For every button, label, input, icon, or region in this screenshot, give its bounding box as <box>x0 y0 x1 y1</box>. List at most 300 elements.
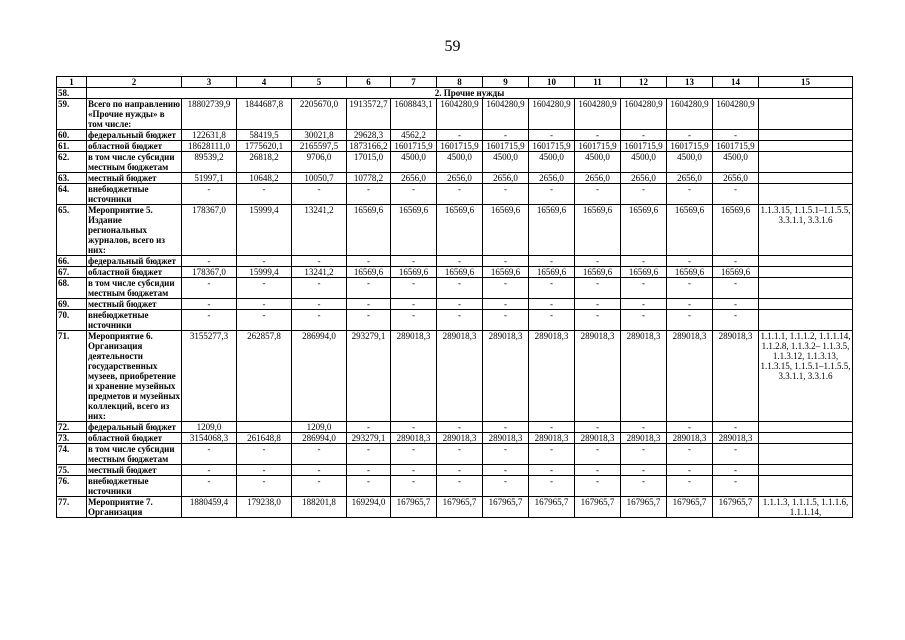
value-cell: - <box>347 422 391 433</box>
table-row <box>57 173 853 184</box>
value-cell: 289018,3 <box>483 331 529 422</box>
value-cell: - <box>621 476 667 497</box>
value-cell: 178367,0 <box>182 267 237 278</box>
reference-cell: 1.1.1.3, 1.1.1.5, 1.1.1.6, 1.1.1.14, <box>759 497 853 518</box>
header-cell: 11 <box>575 77 621 88</box>
value-cell: 16569,6 <box>667 267 713 278</box>
value-cell: 289018,3 <box>621 433 667 444</box>
budget-table <box>56 76 853 518</box>
value-cell: 4500,0 <box>529 152 575 173</box>
value-cell: - <box>621 299 667 310</box>
value-cell: - <box>713 476 759 497</box>
value-cell: 289018,3 <box>575 433 621 444</box>
header-cell: 9 <box>483 77 529 88</box>
row-number: 63. <box>57 173 87 184</box>
value-cell: - <box>237 465 292 476</box>
row-number: 65. <box>57 205 87 256</box>
header-cell: 15 <box>759 77 853 88</box>
value-cell: - <box>237 278 292 299</box>
row-number: 68. <box>57 278 87 299</box>
value-cell: 10050,7 <box>292 173 347 184</box>
value-cell: 289018,3 <box>437 433 483 444</box>
value-cell: 167965,7 <box>713 497 759 518</box>
row-number: 69. <box>57 299 87 310</box>
value-cell: - <box>483 299 529 310</box>
row-number: 64. <box>57 184 87 205</box>
reference-cell <box>759 299 853 310</box>
value-cell: - <box>391 278 437 299</box>
value-cell: - <box>529 444 575 465</box>
value-cell: 1604280,9 <box>529 99 575 130</box>
header-cell: 6 <box>347 77 391 88</box>
reference-cell <box>759 278 853 299</box>
reference-cell <box>759 267 853 278</box>
value-cell: 4500,0 <box>391 152 437 173</box>
value-cell: 1604280,9 <box>483 99 529 130</box>
reference-cell <box>759 444 853 465</box>
table-row <box>57 444 853 465</box>
row-number: 76. <box>57 476 87 497</box>
value-cell: - <box>621 310 667 331</box>
header-cell: 4 <box>237 77 292 88</box>
row-number: 62. <box>57 152 87 173</box>
table-row <box>57 433 853 444</box>
value-cell: - <box>292 299 347 310</box>
value-cell: - <box>391 256 437 267</box>
value-cell: - <box>667 299 713 310</box>
value-cell: 1604280,9 <box>713 99 759 130</box>
table-row <box>57 152 853 173</box>
value-cell: 289018,3 <box>391 433 437 444</box>
value-cell: - <box>182 310 237 331</box>
value-cell: - <box>667 476 713 497</box>
value-cell: 16569,6 <box>529 267 575 278</box>
value-cell: 16569,6 <box>621 267 667 278</box>
value-cell: - <box>575 299 621 310</box>
value-cell: 179238,0 <box>237 497 292 518</box>
value-cell: 1601715,9 <box>483 141 529 152</box>
value-cell: - <box>347 465 391 476</box>
reference-cell <box>759 310 853 331</box>
value-cell: 178367,0 <box>182 205 237 256</box>
row-name: областной бюджет <box>87 267 182 278</box>
table-row <box>57 331 853 422</box>
table-row <box>57 99 853 130</box>
value-cell: - <box>713 310 759 331</box>
value-cell: - <box>575 444 621 465</box>
value-cell: - <box>182 444 237 465</box>
row-name: федеральный бюджет <box>87 130 182 141</box>
value-cell: 1604280,9 <box>621 99 667 130</box>
value-cell: - <box>437 476 483 497</box>
value-cell: 2656,0 <box>621 173 667 184</box>
row-name: местный бюджет <box>87 173 182 184</box>
value-cell: 2205670,0 <box>292 99 347 130</box>
value-cell: - <box>575 130 621 141</box>
value-cell: 289018,3 <box>529 331 575 422</box>
value-cell: - <box>575 422 621 433</box>
table-row <box>57 256 853 267</box>
value-cell: 16569,6 <box>437 267 483 278</box>
reference-cell <box>759 173 853 184</box>
value-cell: 2656,0 <box>575 173 621 184</box>
value-cell: - <box>529 184 575 205</box>
value-cell: - <box>437 130 483 141</box>
table-row <box>57 184 853 205</box>
row-name: федеральный бюджет <box>87 256 182 267</box>
value-cell: - <box>621 278 667 299</box>
value-cell: - <box>529 422 575 433</box>
row-number: 71. <box>57 331 87 422</box>
value-cell: 10648,2 <box>237 173 292 184</box>
value-cell: 3155277,3 <box>182 331 237 422</box>
value-cell: - <box>529 299 575 310</box>
reference-cell <box>759 152 853 173</box>
value-cell: - <box>182 256 237 267</box>
value-cell: - <box>713 278 759 299</box>
value-cell: 16569,6 <box>713 267 759 278</box>
value-cell: - <box>575 256 621 267</box>
reference-cell <box>759 141 853 152</box>
row-name: в том числе субсидии местным бюджетам <box>87 278 182 299</box>
value-cell: 262857,8 <box>237 331 292 422</box>
value-cell: - <box>292 184 347 205</box>
value-cell: - <box>182 476 237 497</box>
reference-cell: 1.1.1.1, 1.1.1.2, 1.1.1.14, 1.1.2.8, 1.1.3.2– 1.1.3.5, 1.1.3.12, 1.1.3.13, 1.1.3.15, 1.1.5.1–1.1.5.5, 3.3.1.1, 3.3.1.6 <box>759 331 853 422</box>
row-name: местный бюджет <box>87 465 182 476</box>
table-row <box>57 267 853 278</box>
value-cell: - <box>667 310 713 331</box>
header-cell: 3 <box>182 77 237 88</box>
value-cell: - <box>667 256 713 267</box>
value-cell: - <box>713 184 759 205</box>
row-number: 75. <box>57 465 87 476</box>
value-cell: 167965,7 <box>529 497 575 518</box>
value-cell: 30021,8 <box>292 130 347 141</box>
header-cell: 1 <box>57 77 87 88</box>
value-cell: - <box>437 299 483 310</box>
row-number: 70. <box>57 310 87 331</box>
value-cell: - <box>667 465 713 476</box>
reference-cell: 1.1.3.15, 1.1.5.1–1.1.5.5, 3.3.1.1, 3.3.1.6 <box>759 205 853 256</box>
value-cell: - <box>437 256 483 267</box>
value-cell: 122631,8 <box>182 130 237 141</box>
value-cell: 1844687,8 <box>237 99 292 130</box>
header-cell: 8 <box>437 77 483 88</box>
value-cell: - <box>437 310 483 331</box>
value-cell: - <box>237 256 292 267</box>
value-cell: - <box>347 476 391 497</box>
value-cell: - <box>292 444 347 465</box>
value-cell: - <box>437 278 483 299</box>
value-cell: - <box>667 184 713 205</box>
value-cell: 16569,6 <box>483 267 529 278</box>
table-row <box>57 497 853 518</box>
row-number: 59. <box>57 99 87 130</box>
row-number: 74. <box>57 444 87 465</box>
value-cell: - <box>237 444 292 465</box>
reference-cell <box>759 465 853 476</box>
value-cell: - <box>667 130 713 141</box>
value-cell: - <box>292 310 347 331</box>
value-cell: 286994,0 <box>292 331 347 422</box>
value-cell: - <box>182 465 237 476</box>
value-cell: - <box>347 444 391 465</box>
value-cell: - <box>621 184 667 205</box>
value-cell: 4562,2 <box>391 130 437 141</box>
value-cell: 2165597,5 <box>292 141 347 152</box>
value-cell: - <box>483 444 529 465</box>
table-row <box>57 476 853 497</box>
row-name: областной бюджет <box>87 141 182 152</box>
value-cell: - <box>713 256 759 267</box>
value-cell: 2656,0 <box>713 173 759 184</box>
value-cell: 1913572,7 <box>347 99 391 130</box>
value-cell: 15999,4 <box>237 267 292 278</box>
value-cell: 16569,6 <box>621 205 667 256</box>
value-cell: 2656,0 <box>529 173 575 184</box>
value-cell: - <box>713 130 759 141</box>
value-cell: 286994,0 <box>292 433 347 444</box>
value-cell: 167965,7 <box>621 497 667 518</box>
value-cell: - <box>292 278 347 299</box>
value-cell: 1601715,9 <box>667 141 713 152</box>
value-cell: 1880459,4 <box>182 497 237 518</box>
value-cell: 293279,1 <box>347 433 391 444</box>
value-cell: - <box>713 299 759 310</box>
table-row <box>57 278 853 299</box>
value-cell: - <box>621 444 667 465</box>
row-number: 73. <box>57 433 87 444</box>
row-number: 77. <box>57 497 87 518</box>
reference-cell <box>759 99 853 130</box>
value-cell: - <box>182 184 237 205</box>
value-cell: 51997,1 <box>182 173 237 184</box>
value-cell: 4500,0 <box>483 152 529 173</box>
reference-cell <box>759 433 853 444</box>
value-cell: 16569,6 <box>347 205 391 256</box>
reference-cell <box>759 256 853 267</box>
value-cell: 16569,6 <box>575 205 621 256</box>
value-cell: - <box>437 184 483 205</box>
value-cell: - <box>529 256 575 267</box>
value-cell: 1209,0 <box>182 422 237 433</box>
value-cell: 16569,6 <box>391 267 437 278</box>
value-cell: 289018,3 <box>667 331 713 422</box>
table-row <box>57 130 853 141</box>
header-cell: 5 <box>292 77 347 88</box>
value-cell: - <box>347 299 391 310</box>
value-cell: 188201,8 <box>292 497 347 518</box>
value-cell: - <box>713 465 759 476</box>
row-number: 67. <box>57 267 87 278</box>
section-title: 2. Прочие нужды <box>87 88 853 99</box>
value-cell: 289018,3 <box>667 433 713 444</box>
value-cell: - <box>483 278 529 299</box>
row-number: 66. <box>57 256 87 267</box>
value-cell: - <box>667 278 713 299</box>
value-cell: 18628111,0 <box>182 141 237 152</box>
value-cell: - <box>667 444 713 465</box>
value-cell: - <box>621 130 667 141</box>
header-row <box>57 77 853 88</box>
value-cell: 289018,3 <box>713 331 759 422</box>
value-cell: 4500,0 <box>575 152 621 173</box>
value-cell: 289018,3 <box>391 331 437 422</box>
value-cell: 16569,6 <box>437 205 483 256</box>
value-cell: - <box>437 465 483 476</box>
row-name: в том числе субсидии местным бюджетам <box>87 444 182 465</box>
value-cell: 13241,2 <box>292 205 347 256</box>
value-cell: - <box>621 465 667 476</box>
value-cell: 15999,4 <box>237 205 292 256</box>
value-cell: 1608843,1 <box>391 99 437 130</box>
value-cell: 29628,3 <box>347 130 391 141</box>
value-cell: - <box>391 465 437 476</box>
value-cell: 167965,7 <box>437 497 483 518</box>
row-name: в том числе субсидии местным бюджетам <box>87 152 182 173</box>
header-cell: 10 <box>529 77 575 88</box>
value-cell: 2656,0 <box>437 173 483 184</box>
table-row <box>57 422 853 433</box>
row-name: внебюджетные источники <box>87 310 182 331</box>
value-cell: - <box>483 256 529 267</box>
value-cell: - <box>292 465 347 476</box>
value-cell: 1601715,9 <box>391 141 437 152</box>
value-cell: - <box>391 476 437 497</box>
value-cell: - <box>391 444 437 465</box>
value-cell: - <box>347 278 391 299</box>
value-cell: 89539,2 <box>182 152 237 173</box>
value-cell: - <box>621 422 667 433</box>
value-cell <box>237 422 292 433</box>
value-cell: 289018,3 <box>437 331 483 422</box>
value-cell: 1604280,9 <box>575 99 621 130</box>
value-cell: - <box>483 310 529 331</box>
header-cell: 2 <box>87 77 182 88</box>
value-cell: 289018,3 <box>713 433 759 444</box>
value-cell: 58419,5 <box>237 130 292 141</box>
value-cell: 16569,6 <box>575 267 621 278</box>
table-row <box>57 205 853 256</box>
value-cell: 167965,7 <box>575 497 621 518</box>
value-cell: - <box>237 299 292 310</box>
value-cell: - <box>237 310 292 331</box>
value-cell: - <box>483 130 529 141</box>
row-name: Мероприятие 7. Организация <box>87 497 182 518</box>
value-cell: 10778,2 <box>347 173 391 184</box>
value-cell: - <box>575 310 621 331</box>
value-cell: - <box>347 184 391 205</box>
row-name: Мероприятие 6. Организация деятельности государственных музеев, приобретение и хранение музейных предметов и музейных коллекций, всего из них: <box>88 331 181 421</box>
section-row <box>57 88 853 99</box>
value-cell: 3154068,3 <box>182 433 237 444</box>
value-cell: - <box>483 422 529 433</box>
value-cell: - <box>347 310 391 331</box>
value-cell: 4500,0 <box>667 152 713 173</box>
header-cell: 13 <box>667 77 713 88</box>
header-cell: 7 <box>391 77 437 88</box>
reference-cell <box>759 184 853 205</box>
value-cell: 1601715,9 <box>437 141 483 152</box>
value-cell: 1604280,9 <box>437 99 483 130</box>
row-name: Всего по направлению «Прочие нужды» в том числе: <box>88 99 180 129</box>
reference-cell <box>759 422 853 433</box>
value-cell: 16569,6 <box>483 205 529 256</box>
value-cell: - <box>347 256 391 267</box>
value-cell: 2656,0 <box>483 173 529 184</box>
row-name: внебюджетные источники <box>87 476 182 497</box>
value-cell: - <box>292 256 347 267</box>
value-cell: - <box>529 278 575 299</box>
value-cell: 26818,2 <box>237 152 292 173</box>
table-row <box>57 141 853 152</box>
value-cell: 261648,8 <box>237 433 292 444</box>
value-cell: 16569,6 <box>347 267 391 278</box>
value-cell: 4500,0 <box>437 152 483 173</box>
header-cell: 14 <box>713 77 759 88</box>
table-body <box>57 77 853 518</box>
value-cell: - <box>529 465 575 476</box>
value-cell: 9706,0 <box>292 152 347 173</box>
value-cell: - <box>621 256 667 267</box>
value-cell: 13241,2 <box>292 267 347 278</box>
header-cell: 12 <box>621 77 667 88</box>
value-cell: - <box>237 184 292 205</box>
value-cell: 1601715,9 <box>529 141 575 152</box>
value-cell: 167965,7 <box>391 497 437 518</box>
value-cell: - <box>391 184 437 205</box>
row-number: 60. <box>57 130 87 141</box>
row-number: 61. <box>57 141 87 152</box>
value-cell: - <box>391 299 437 310</box>
value-cell: 167965,7 <box>667 497 713 518</box>
value-cell: 289018,3 <box>575 331 621 422</box>
value-cell: 16569,6 <box>667 205 713 256</box>
value-cell: 1601715,9 <box>621 141 667 152</box>
value-cell: 1873166,2 <box>347 141 391 152</box>
value-cell: - <box>483 465 529 476</box>
value-cell: - <box>437 422 483 433</box>
value-cell: 1601715,9 <box>713 141 759 152</box>
reference-cell <box>759 130 853 141</box>
row-number: 72. <box>57 422 87 433</box>
value-cell: 1775620,1 <box>237 141 292 152</box>
value-cell: 1209,0 <box>292 422 347 433</box>
value-cell: - <box>182 299 237 310</box>
value-cell: 16569,6 <box>529 205 575 256</box>
value-cell: - <box>667 422 713 433</box>
value-cell: - <box>237 476 292 497</box>
value-cell: - <box>182 278 237 299</box>
value-cell: - <box>483 476 529 497</box>
value-cell: - <box>529 310 575 331</box>
value-cell: - <box>391 310 437 331</box>
value-cell: - <box>529 476 575 497</box>
value-cell: 1604280,9 <box>667 99 713 130</box>
value-cell: 289018,3 <box>621 331 667 422</box>
value-cell: - <box>437 444 483 465</box>
value-cell: 2656,0 <box>667 173 713 184</box>
section-row-number: 58. <box>57 88 87 99</box>
reference-cell <box>759 476 853 497</box>
value-cell: 18802739,9 <box>182 99 237 130</box>
value-cell: - <box>575 278 621 299</box>
value-cell: 4500,0 <box>621 152 667 173</box>
row-name: областной бюджет <box>87 433 182 444</box>
row-name: федеральный бюджет <box>87 422 182 433</box>
value-cell: - <box>391 422 437 433</box>
